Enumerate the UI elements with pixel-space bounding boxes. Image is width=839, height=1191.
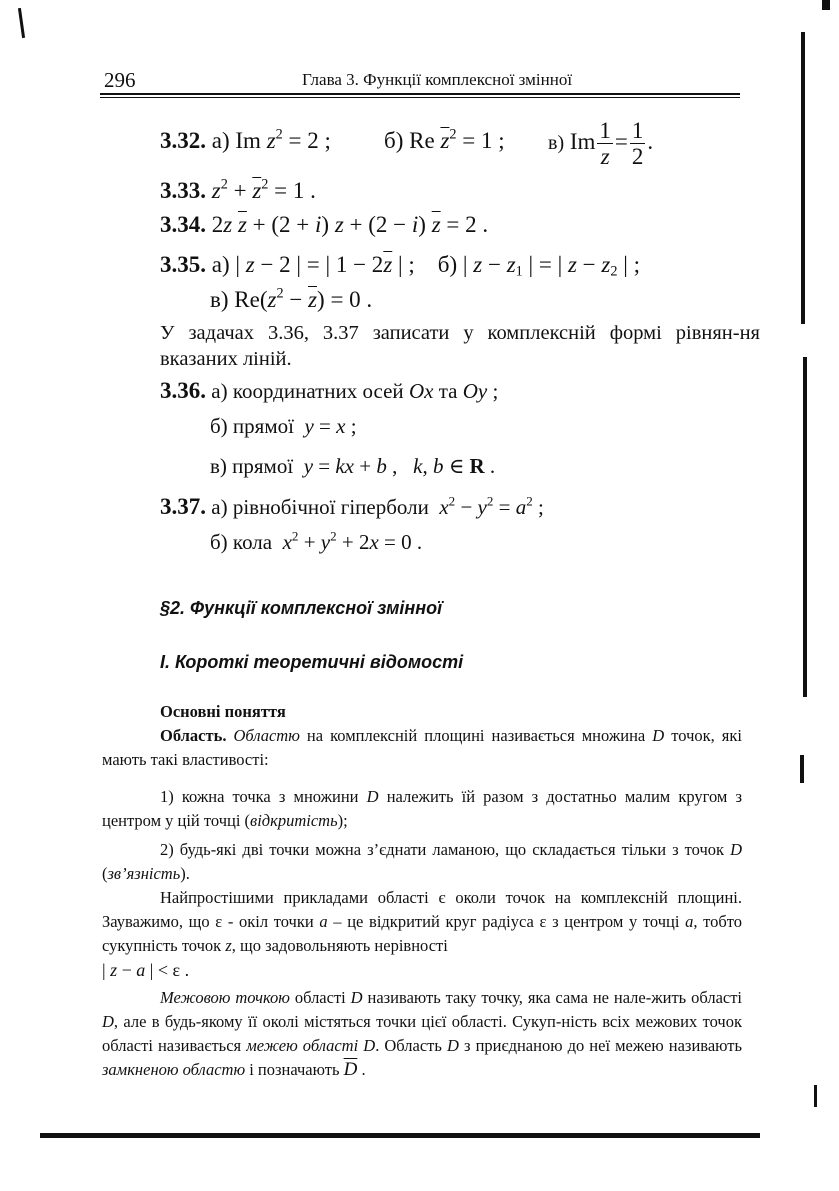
problem-3-33: 3.33. $z^2 + \overline{z}^2 = 1$ . bbox=[160, 176, 316, 203]
page-number: 296 bbox=[104, 68, 136, 92]
problem-3-36-b: б) прямої y = x ; bbox=[210, 414, 357, 438]
math-op: Im bbox=[569, 129, 596, 155]
problem-3-34: 3.34. 2z $\overline{z} + (2 + i) z + (2 - i) \overline{z} = 2$ . bbox=[160, 212, 489, 237]
bottom-rule bbox=[40, 1133, 760, 1138]
text: ); bbox=[337, 811, 348, 830]
fraction bbox=[597, 118, 613, 170]
term-italic: Областю bbox=[233, 726, 300, 745]
section-title: §2. Функції комплексної змінної bbox=[160, 598, 443, 618]
item-text: б) прямої bbox=[210, 414, 294, 438]
math-eq: = bbox=[614, 129, 628, 155]
text: належить їй разом з достатньо малим кругом з центром у цій точці ( bbox=[102, 787, 743, 830]
problem-number: 3.37. bbox=[160, 494, 206, 519]
item-text: а) рівнобічної гіперболи bbox=[211, 495, 429, 519]
problem-3-37-b: б) кола $x^2 + y^2 + 2x = 0$ . bbox=[210, 528, 423, 554]
text: – це відкритий круг радіуса ε з центром у точці bbox=[333, 912, 680, 931]
paragraph-property-1: 1) кожна точка з множини D належить їй разом з достатньо малим кругом з центром у цій точці (відкритість); bbox=[102, 787, 743, 830]
problem-3-35: 3.35. а) | z − 2 | = | $1 - 2\overline{z}$ | ; б) | $z - z_1$ | = | $z - z_2$ | ; bbox=[160, 252, 640, 280]
text: 1) кожна точка з множини bbox=[160, 787, 359, 806]
item-text: б) кола bbox=[210, 530, 273, 554]
scan-mark-right-4 bbox=[814, 1085, 817, 1107]
problem-3-36-c: в) прямої y = kx + b , k, b ∈ R . bbox=[210, 454, 496, 478]
term-italic: замкненою областю bbox=[102, 1060, 246, 1079]
problem-3-35-c: в) $Re(z^2 - \overline{z}) = 0$ . bbox=[210, 285, 373, 312]
problem-number: 3.34. bbox=[160, 212, 206, 237]
subheading: Основні поняття bbox=[160, 702, 286, 721]
math-end: . bbox=[647, 129, 654, 155]
math-rhs: = 0 . bbox=[330, 287, 373, 312]
text: з приєднаною до неї межею називають bbox=[463, 1036, 743, 1055]
fraction-denominator: 2 bbox=[631, 144, 644, 170]
math-rhs: = 0 . bbox=[384, 530, 423, 554]
problem-3-32-b: б) Re $\overline{z}^2 = 1$ ; bbox=[384, 126, 505, 153]
text: на комплексній площині називається множина bbox=[306, 726, 646, 745]
text: ). bbox=[180, 864, 190, 883]
math-rhs: = 2 ; bbox=[288, 128, 331, 153]
term-italic: межею області bbox=[246, 1036, 359, 1055]
problem-3-37: 3.37. а) рівнобічної гіперболи $x^2 - y^2 = a^2$ ; bbox=[160, 493, 544, 519]
paragraph-boundary: Межовою точкою області D називають таку точку, яка сама не нале-жить області D, але в будь-якому її околі містяться точки цієї області. Сукуп-ність всіх межових точок області називається межею області D. Область D з приєднаною до неї межею називають замкненою областю і позначають $\overline{D}$ . bbox=[102, 988, 743, 1080]
problem-number: 3.33. bbox=[160, 178, 206, 203]
item-label: а) bbox=[211, 128, 230, 153]
term: Область. bbox=[160, 726, 227, 745]
fraction-denominator: z bbox=[600, 144, 610, 170]
text: називають таку точку, яка сама не нале-жить області bbox=[367, 988, 743, 1007]
task-intro: У задачах 3.36, 3.37 записати у комплексній формі рівнян-ня вказаних ліній. bbox=[160, 322, 760, 370]
term-italic: зв’язність bbox=[107, 864, 181, 883]
item-label: в) bbox=[210, 287, 229, 312]
section-subtitle: І. Короткі теоретичні відомості bbox=[160, 652, 464, 672]
math-op: Im bbox=[235, 128, 261, 153]
text: Найпростішими прикладами області є околи точок на комплексній площині. Зауважимо, що ε - окіл точки bbox=[102, 888, 742, 931]
header-rule bbox=[100, 97, 740, 98]
scan-mark-right-2 bbox=[803, 357, 807, 697]
term-italic: відкритість bbox=[250, 811, 338, 830]
paragraph-property-2: 2) будь-які дві точки можна з’єднати ламаною, що складається тільки з точок D (зв’язність). bbox=[102, 840, 743, 883]
paragraph-neighborhood: Найпростішими прикладами області є околи точок на комплексній площині. Зауважимо, що ε - окіл точки a – це відкритий круг радіуса ε з центром у точці a, тобто сукупність точок z, що задовольняють нерівності | z − a | < ε . bbox=[102, 888, 743, 980]
term-italic: Межовою точкою bbox=[160, 988, 290, 1007]
problem-3-32: 3.32. а) Im $z^2 = 2$ ; bbox=[160, 126, 331, 153]
item-label: б) bbox=[437, 252, 458, 277]
text: 2) будь-які дві точки можна з’єднати ламаною, що складається тільки з точок bbox=[160, 840, 725, 859]
problem-3-36: 3.36. а) координатних осей Ox та Oy ; bbox=[160, 378, 499, 403]
text: . Область bbox=[375, 1036, 442, 1055]
problem-number: 3.32. bbox=[160, 128, 206, 153]
item-label: а) bbox=[211, 252, 230, 277]
problem-number: 3.36. bbox=[160, 378, 206, 403]
problem-3-32-c bbox=[548, 118, 653, 170]
item-text: та bbox=[438, 379, 458, 403]
text: , але в будь-якому її околі містяться точки цієї області. Сукуп-ність всіх межових точок області називається bbox=[102, 1012, 742, 1055]
text: , тобто сукупність точок bbox=[102, 912, 743, 955]
fraction-numerator: 1 bbox=[631, 118, 644, 143]
fraction bbox=[630, 118, 646, 170]
scan-mark-top-right bbox=[822, 0, 830, 10]
scan-mark-right-1 bbox=[801, 32, 805, 324]
math-op: Re bbox=[409, 128, 435, 153]
text: області bbox=[294, 988, 346, 1007]
item-text: в) прямої bbox=[210, 454, 294, 478]
paragraph-area-definition: Область. Областю на комплексній площині називається множина D точок, які мають такі властивості: bbox=[102, 726, 742, 769]
item-label: б) bbox=[384, 128, 404, 153]
scan-mark-top-left bbox=[18, 8, 25, 38]
item-label: в) bbox=[548, 132, 565, 155]
text: , що задовольняють нерівності bbox=[231, 936, 448, 955]
scan-mark-right-3 bbox=[800, 755, 804, 783]
fraction-numerator: 1 bbox=[599, 118, 611, 143]
text: точок, які мають такі властивості: bbox=[102, 726, 742, 769]
text: і позначають bbox=[249, 1060, 340, 1079]
math-rhs: = 1 ; bbox=[462, 128, 505, 153]
chapter-title: Глава 3. Функції комплексної змінної bbox=[302, 70, 573, 89]
problem-number: 3.35. bbox=[160, 252, 206, 277]
item-text: а) координатних осей bbox=[211, 379, 404, 403]
header-rule bbox=[100, 93, 740, 95]
math-rhs: = 1 . bbox=[274, 178, 316, 203]
math-rhs: = 2 . bbox=[446, 212, 489, 237]
